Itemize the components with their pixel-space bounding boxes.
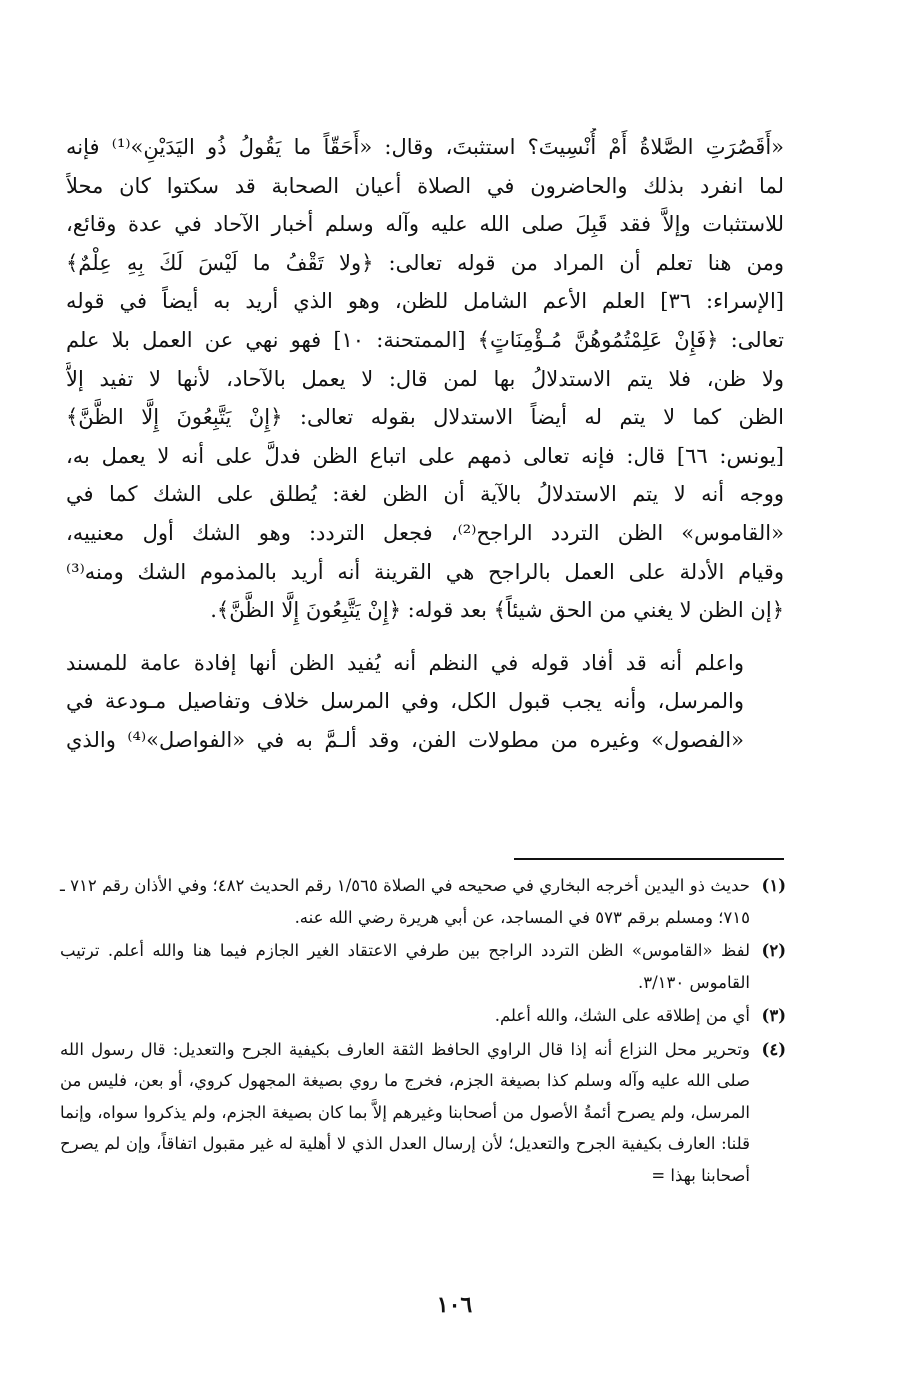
text-line: وقيام الأدلة على العمل بالراجح هي القرينة أنه أريد بالمذموم الشك ومنه⁽³⁾ (66, 559, 784, 584)
text-line: «القاموس» الظن التردد الراجح⁽²⁾، فجعل التردد: وهو الشك أول معنييه، (66, 520, 784, 545)
text-line: ولا ظن، فلا يتم الاستدلالُ بها لمن قال: لا يعمل بالآحاد، لأنها لا تفيد إلاَّ (66, 366, 784, 391)
footnote-text: حديث ذو اليدين أخرجه البخاري في صحيحه في الصلاة ١/٥٦٥ رقم الحديث ٤٨٢؛ وفي الأذان رقم ٧١٢ ـ ٧١٥؛ ومسلم برقم ٥٧٣ في المساجد، عن أبي هريرة رضي الله عنه. (60, 876, 750, 927)
text-line: للاستثبات وإلاَّ فقد قَبِلَ صلى الله عليه وآله وسلم أخبار الآحاد في عدة وقائع، (66, 212, 784, 237)
footnote-text: وتحرير محل النزاع أنه إذا قال الراوي الحافظ الثقة العارف بكيفية الجرح والتعديل: قال رسول الله صلى الله عليه وآله وسلم كذا بصيغة الجزم، فخرج ما روي بصيغة المجهول كروي، أو بعن، فليس من المرسل، ولم يصرح أئمةُ الأصول من أصحابنا وغيرهم إلاَّ بما كان بصيغة الجزم، ولم يذكروا سواه، وإنما قلنا: العارف بكيفية الجرح والتعديل؛ لأن إرسال العدل الذي لا أهلية له غير مقبول اتفاقاً، وإن لم يصرح أصحابنا بهذا = (60, 1039, 750, 1185)
text-line: ﴿إن الظن لا يغني من الحق شيئاً﴾ بعد قوله: ﴿إِنْ يَتَّبِعُونَ إِلَّا الظَّنَّ﴾. (210, 598, 784, 623)
footnote-text: أي من إطلاقه على الشك، والله أعلم. (494, 1006, 750, 1025)
text-line: ومن هنا تعلم أن المراد من قوله تعالى: ﴿ولا تَقْفُ ما لَيْسَ لَكَ بِهِ عِلْمٌ﴾ (66, 250, 784, 275)
footnote-number: (١) (761, 876, 786, 895)
footnote-separator (514, 858, 784, 860)
text-line: الظن كما لا يتم له أيضاً الاستدلال بقوله تعالى: ﴿إِنْ يَتَّبِعُونَ إِلَّا الظَّنَّ﴾ (66, 405, 784, 430)
text-line: والمرسل، وأنه يجب قبول الكل، وفي المرسل خلاف وتفاصيل مـودعة في (66, 689, 744, 714)
footnote-text: لفظ «القاموس» الظن التردد الراجح بين طرفي الاعتقاد الغير الجازم فيما هنا والله أعلم. ترتيب القاموس ٣/١٣٠. (60, 941, 750, 992)
footnote-1 (60, 870, 786, 933)
paragraph-1 (66, 128, 784, 630)
page-number: ١٠٦ (436, 1292, 473, 1318)
text-line: ووجه أنه لا يتم الاستدلالُ بالآية أن الظن لغة: يُطلق على الشك كما في (66, 482, 784, 507)
text-line: واعلم أنه قد أفاد قوله في النظم أنه يُفيد الظن أنها إفادة عامة للمسند (66, 650, 744, 675)
footnote-number: (٣) (761, 1006, 786, 1025)
footnote-4 (60, 1034, 786, 1192)
main-text (66, 128, 784, 760)
footnote-number: (٢) (761, 941, 786, 960)
text-line: لما انفرد بذلك والحاضرون في الصلاة أعيان الصحابة قد سكتوا كان محلاً (66, 173, 784, 198)
text-line: [الإسراء: ٣٦] العلم الأعم الشامل للظن، وهو الذي أريد به أيضاً في قوله (66, 289, 784, 314)
paragraph-2 (66, 644, 784, 760)
text-line: «الفصول» وغيره من مطولات الفن، وقد ألـمَّ به في «الفواصل»⁽⁴⁾ والذي (66, 727, 744, 752)
footnote-2 (60, 935, 786, 998)
text-line: [يونس: ٦٦] قال: فإنه تعالى ذمهم على اتباع الظن فدلَّ على أنه لا يعمل به، (66, 443, 784, 468)
text-line: «أَقَصُرَتِ الصَّلاةُ أَمْ أُنْسِيتَ؟ استثبتَ، وقال: «أَحَقّاً ما يَقُولُ ذُو اليَدَيْنِ»⁽¹⁾ فإنه (66, 135, 784, 159)
text-line: تعالى: ﴿فَإِنْ عَلِمْتُمُوهُنَّ مُـؤْمِنَاتٍ﴾ [الممتحنة: ١٠] فهو نهي عن العمل بلا علم (66, 327, 784, 352)
footnotes (60, 870, 786, 1193)
footnote-3 (60, 1000, 786, 1032)
footnote-number: (٤) (761, 1039, 786, 1059)
